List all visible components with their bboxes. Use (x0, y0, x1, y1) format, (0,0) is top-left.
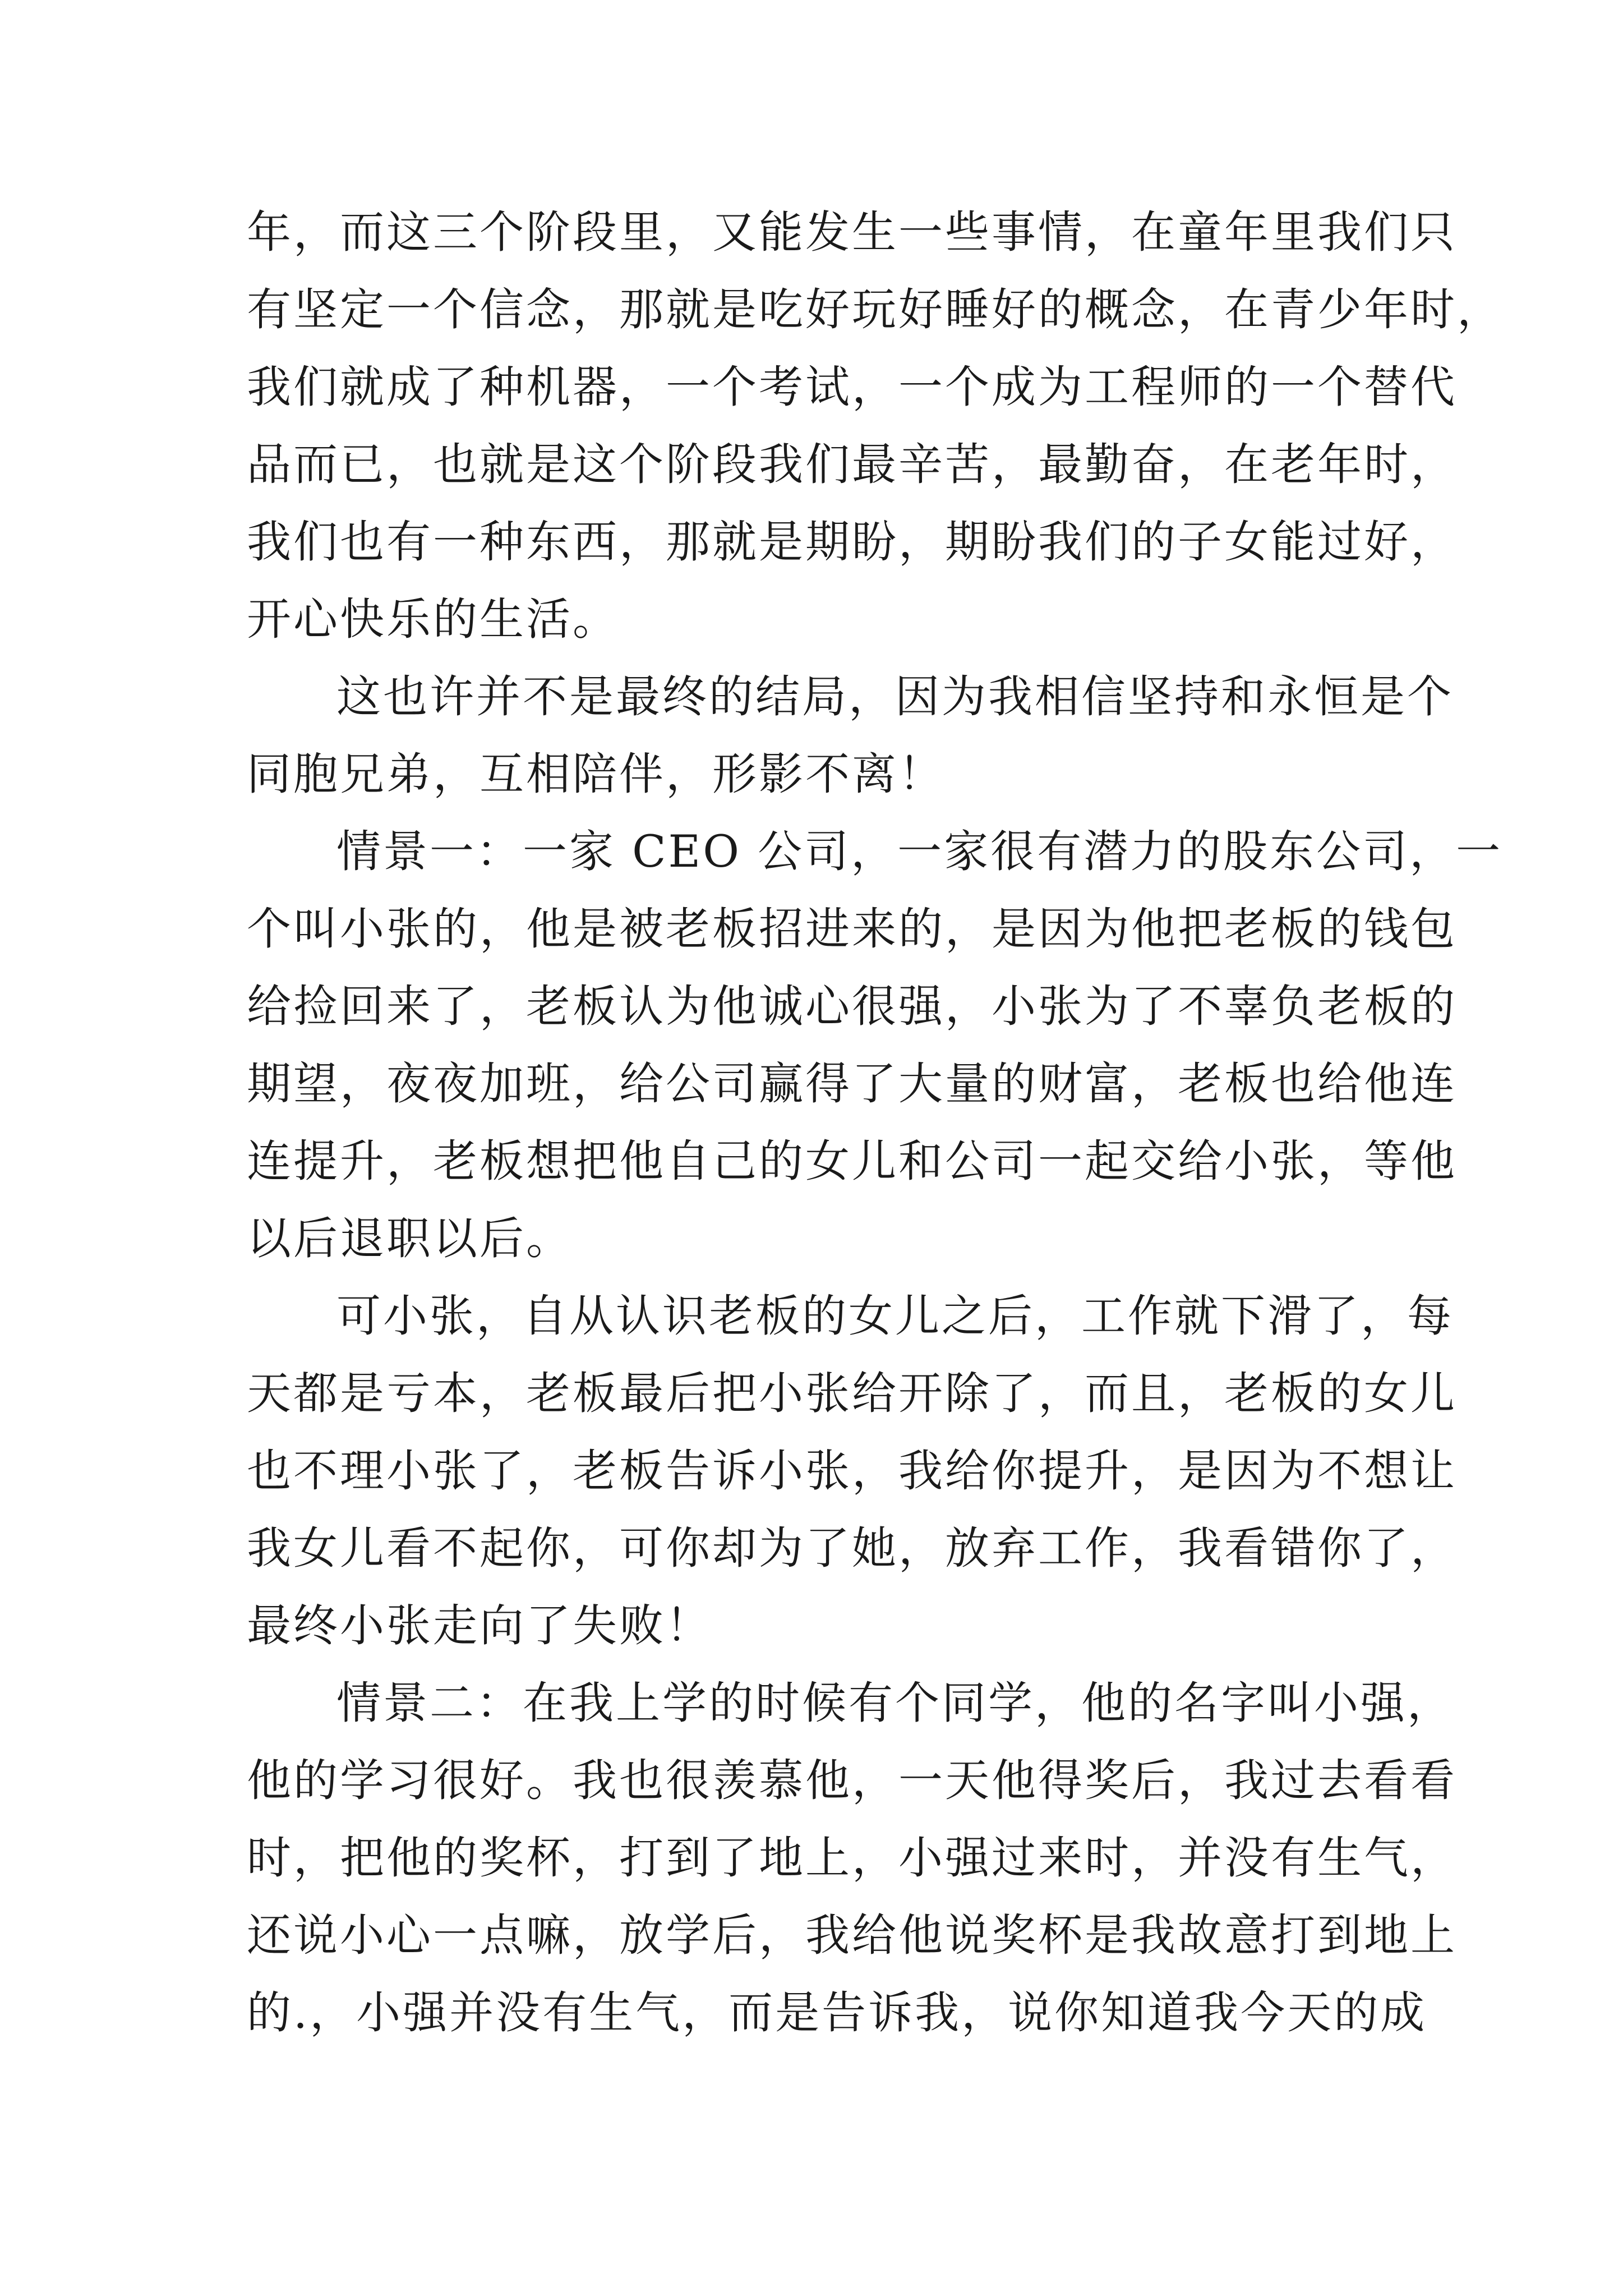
text-line: 品而已，也就是这个阶段我们最辛苦，最勤奋，在老年时， (247, 439, 1457, 490)
text-line: 我们就成了种机器，一个考试，一个成为工程师的一个替代 (247, 361, 1457, 413)
text-line: 时，把他的奖杯，打到了地上，小强过来时，并没有生气， (247, 1832, 1457, 1884)
text-line: 我女儿看不起你，可你却为了她，放弃工作，我看错你了， (247, 1522, 1457, 1574)
text-line: 天都是亏本，老板最后把小张给开除了，而且，老板的女儿 (247, 1368, 1457, 1419)
text-line: 连提升，老板想把他自己的女儿和公司一起交给小张，等他 (247, 1135, 1457, 1187)
text-line: 年，而这三个阶段里，又能发生一些事情，在童年里我们只 (247, 206, 1457, 258)
text-line: 有坚定一个信念，那就是吃好玩好睡好的概念，在青少年时， (247, 284, 1504, 335)
text-line: 同胞兄弟，互相陪伴，形影不离！ (247, 748, 945, 800)
text-line: 还说小心一点嘛，放学后，我给他说奖杯是我故意打到地上 (247, 1910, 1457, 1961)
text-line: 也不理小张了，老板告诉小张，我给你提升，是因为不想让 (247, 1445, 1457, 1497)
text-line: 开心快乐的生活。 (247, 593, 619, 645)
text-line: 期望，夜夜加班，给公司赢得了大量的财富，老板也给他连 (247, 1058, 1457, 1110)
text-line: 我们也有一种东西，那就是期盼，期盼我们的子女能过好， (247, 516, 1457, 568)
text-line: 的.，小强并没有生气，而是告诉我，说你知道我今天的成 (247, 1987, 1427, 2039)
body-text (247, 194, 1504, 2051)
text-line: 这也许并不是最终的结局，因为我相信坚持和永恒是个 (336, 671, 1454, 723)
text-line: 最终小张走向了失败！ (247, 1600, 712, 1651)
text-line: 给捡回来了，老板认为他诚心很强，小张为了不辜负老板的 (247, 981, 1457, 1032)
text-line: 可小张，自从认识老板的女儿之后，工作就下滑了，每 (336, 1290, 1454, 1342)
text-line: 情景一：一家 CEO 公司，一家很有潜力的股东公司，一 (336, 826, 1503, 877)
text-line: 他的学习很好。我也很羡慕他，一天他得奖后，我过去看看 (247, 1755, 1457, 1806)
text-line: 情景二：在我上学的时候有个同学，他的名字叫小强， (336, 1677, 1454, 1729)
text-line: 个叫小张的，他是被老板招进来的，是因为他把老板的钱包 (247, 903, 1457, 955)
text-line: 以后退职以后。 (247, 1213, 573, 1264)
